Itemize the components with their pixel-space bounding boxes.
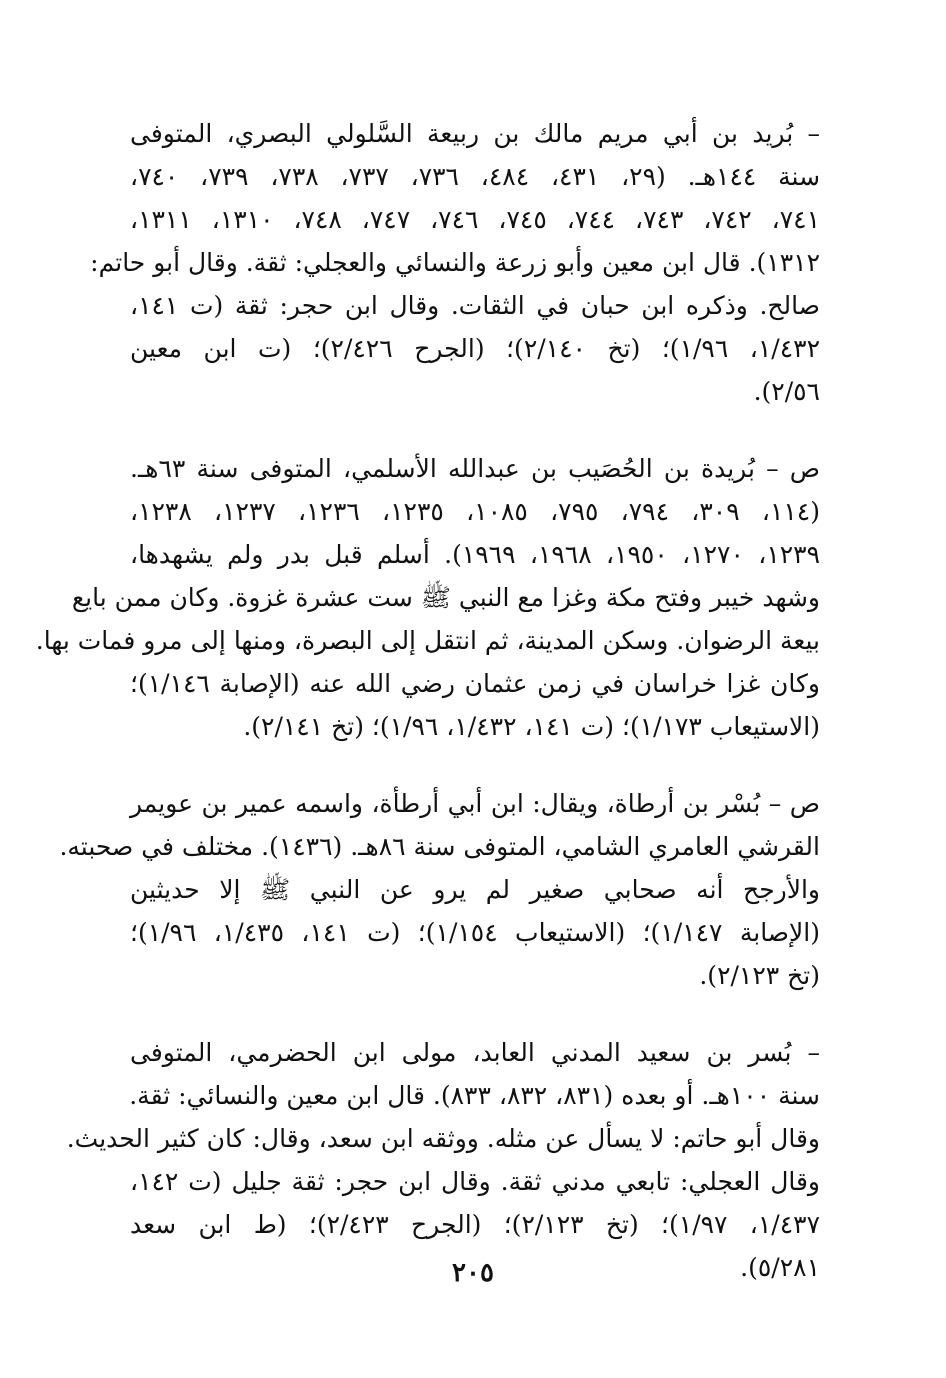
text-line: ١٢٣٩، ١٢٧٠، ١٩٥٠، ١٩٦٨، ١٩٦٩). أسلم قبل بدر ولم يشهدها، (130, 540, 821, 569)
text-line: وقال العجلي: تابعي مدني ثقة. وقال ابن حجر: ثقة جليل (ت ١٤٢، (130, 1167, 820, 1196)
text-line: (١١٤، ٣٠٩، ٧٩٤، ٧٩٥، ١٠٨٥، ١٢٣٥، ١٢٣٦، ١٢٣٧، ١٢٣٨، (130, 497, 820, 526)
text-line: ص – بُريدة بن الحُصَيب بن عبدالله الأسلمي، المتوفى سنة ٦٣هـ. (130, 454, 820, 483)
text-line: وكان غزا خراسان في زمن عثمان رضي الله عنه (الإصابة ١/١٤٦)؛ (130, 669, 820, 698)
text-line: – بُريد بن أبي مريم مالك بن ربيعة السَّلولي البصري، المتوفى (130, 119, 820, 148)
entry-busr-ibn-said (66, 1031, 821, 1289)
text-line: القرشي العامري الشامي، المتوفى سنة ٨٦هـ. (١٤٣٦). مختلف في صحبته. (59, 832, 820, 861)
text-line: ص – بُسْر بن أرطاة، ويقال: ابن أبي أرطأة، واسمه عمير بن عويمر (130, 789, 820, 818)
text-line: ١/٤٣٧، ١/٩٧)؛ (تخ ٢/١٢٣)؛ (الجرح ٢/٤٢٣)؛ (ط ابن سعد (130, 1210, 821, 1239)
text-line: (تخ ٢/١٢٣). (699, 961, 820, 990)
text-line: والأرجح أنه صحابي صغير لم يرو عن النبي ﷺ إلا حديثين (130, 875, 820, 904)
text-line: بيعة الرضوان. وسكن المدينة، ثم انتقل إلى البصرة، ومنها إلى مرو فمات بها. (35, 626, 820, 655)
text-line: سنة ١٠٠هـ. أو بعده (٨٣١، ٨٣٢، ٨٣٣). قال ابن معين والنسائي: ثقة. (129, 1081, 820, 1110)
text-line: ١٣١٢). قال ابن معين وأبو زرعة والنسائي والعجلي: ثقة. وقال أبو حاتم: (90, 248, 820, 277)
text-line: (الإصابة ١/١٤٧)؛ (الاستيعاب ١/١٥٤)؛ (ت ١٤١، ١/٤٣٥، ١/٩٦)؛ (130, 918, 820, 947)
entry-buraydah-ibn-al-husayb (35, 447, 821, 748)
text-line: (الاستيعاب ١/١٧٣)؛ (ت ١٤١، ١/٤٣٢، ١/٩٦)؛ (تخ ٢/١٤١). (243, 712, 820, 741)
entry-burayd-ibn-abi-maryam (90, 112, 821, 413)
text-line: ١/٤٣٢، ١/٩٦)؛ (تخ ٢/١٤٠)؛ (الجرح ٢/٤٢٦)؛ (ت ابن معين (130, 334, 821, 363)
entry-busr-ibn-artah (59, 782, 820, 997)
text-line: صالح. وذكره ابن حبان في الثقات. وقال ابن حجر: ثقة (ت ١٤١، (130, 291, 820, 320)
text-line: وشهد خيبر وفتح مكة وغزا مع النبي ﷺ ست عشرة غزوة. وكان ممن بايع (71, 583, 820, 612)
page-body (35, 112, 821, 1323)
text-line: ٧٤١، ٧٤٢، ٧٤٣، ٧٤٤، ٧٤٥، ٧٤٦، ٧٤٧، ٧٤٨، ١٣١٠، ١٣١١، (130, 205, 821, 234)
page-number: ٢٠٥ (452, 1258, 494, 1288)
text-line: سنة ١٤٤هـ. (٢٩، ٤٣١، ٤٨٤، ٧٣٦، ٧٣٧، ٧٣٨، ٧٣٩، ٧٤٠، (130, 162, 821, 191)
text-line: وقال أبو حاتم: لا يسأل عن مثله. ووثقه ابن سعد، وقال: كان كثير الحديث. (66, 1124, 820, 1153)
text-line: ٢/٥٦). (753, 377, 820, 406)
text-line: ٥/٢٨١). (740, 1253, 820, 1282)
text-line: – بُسر بن سعيد المدني العابد، مولى ابن الحضرمي، المتوفى (130, 1038, 820, 1067)
